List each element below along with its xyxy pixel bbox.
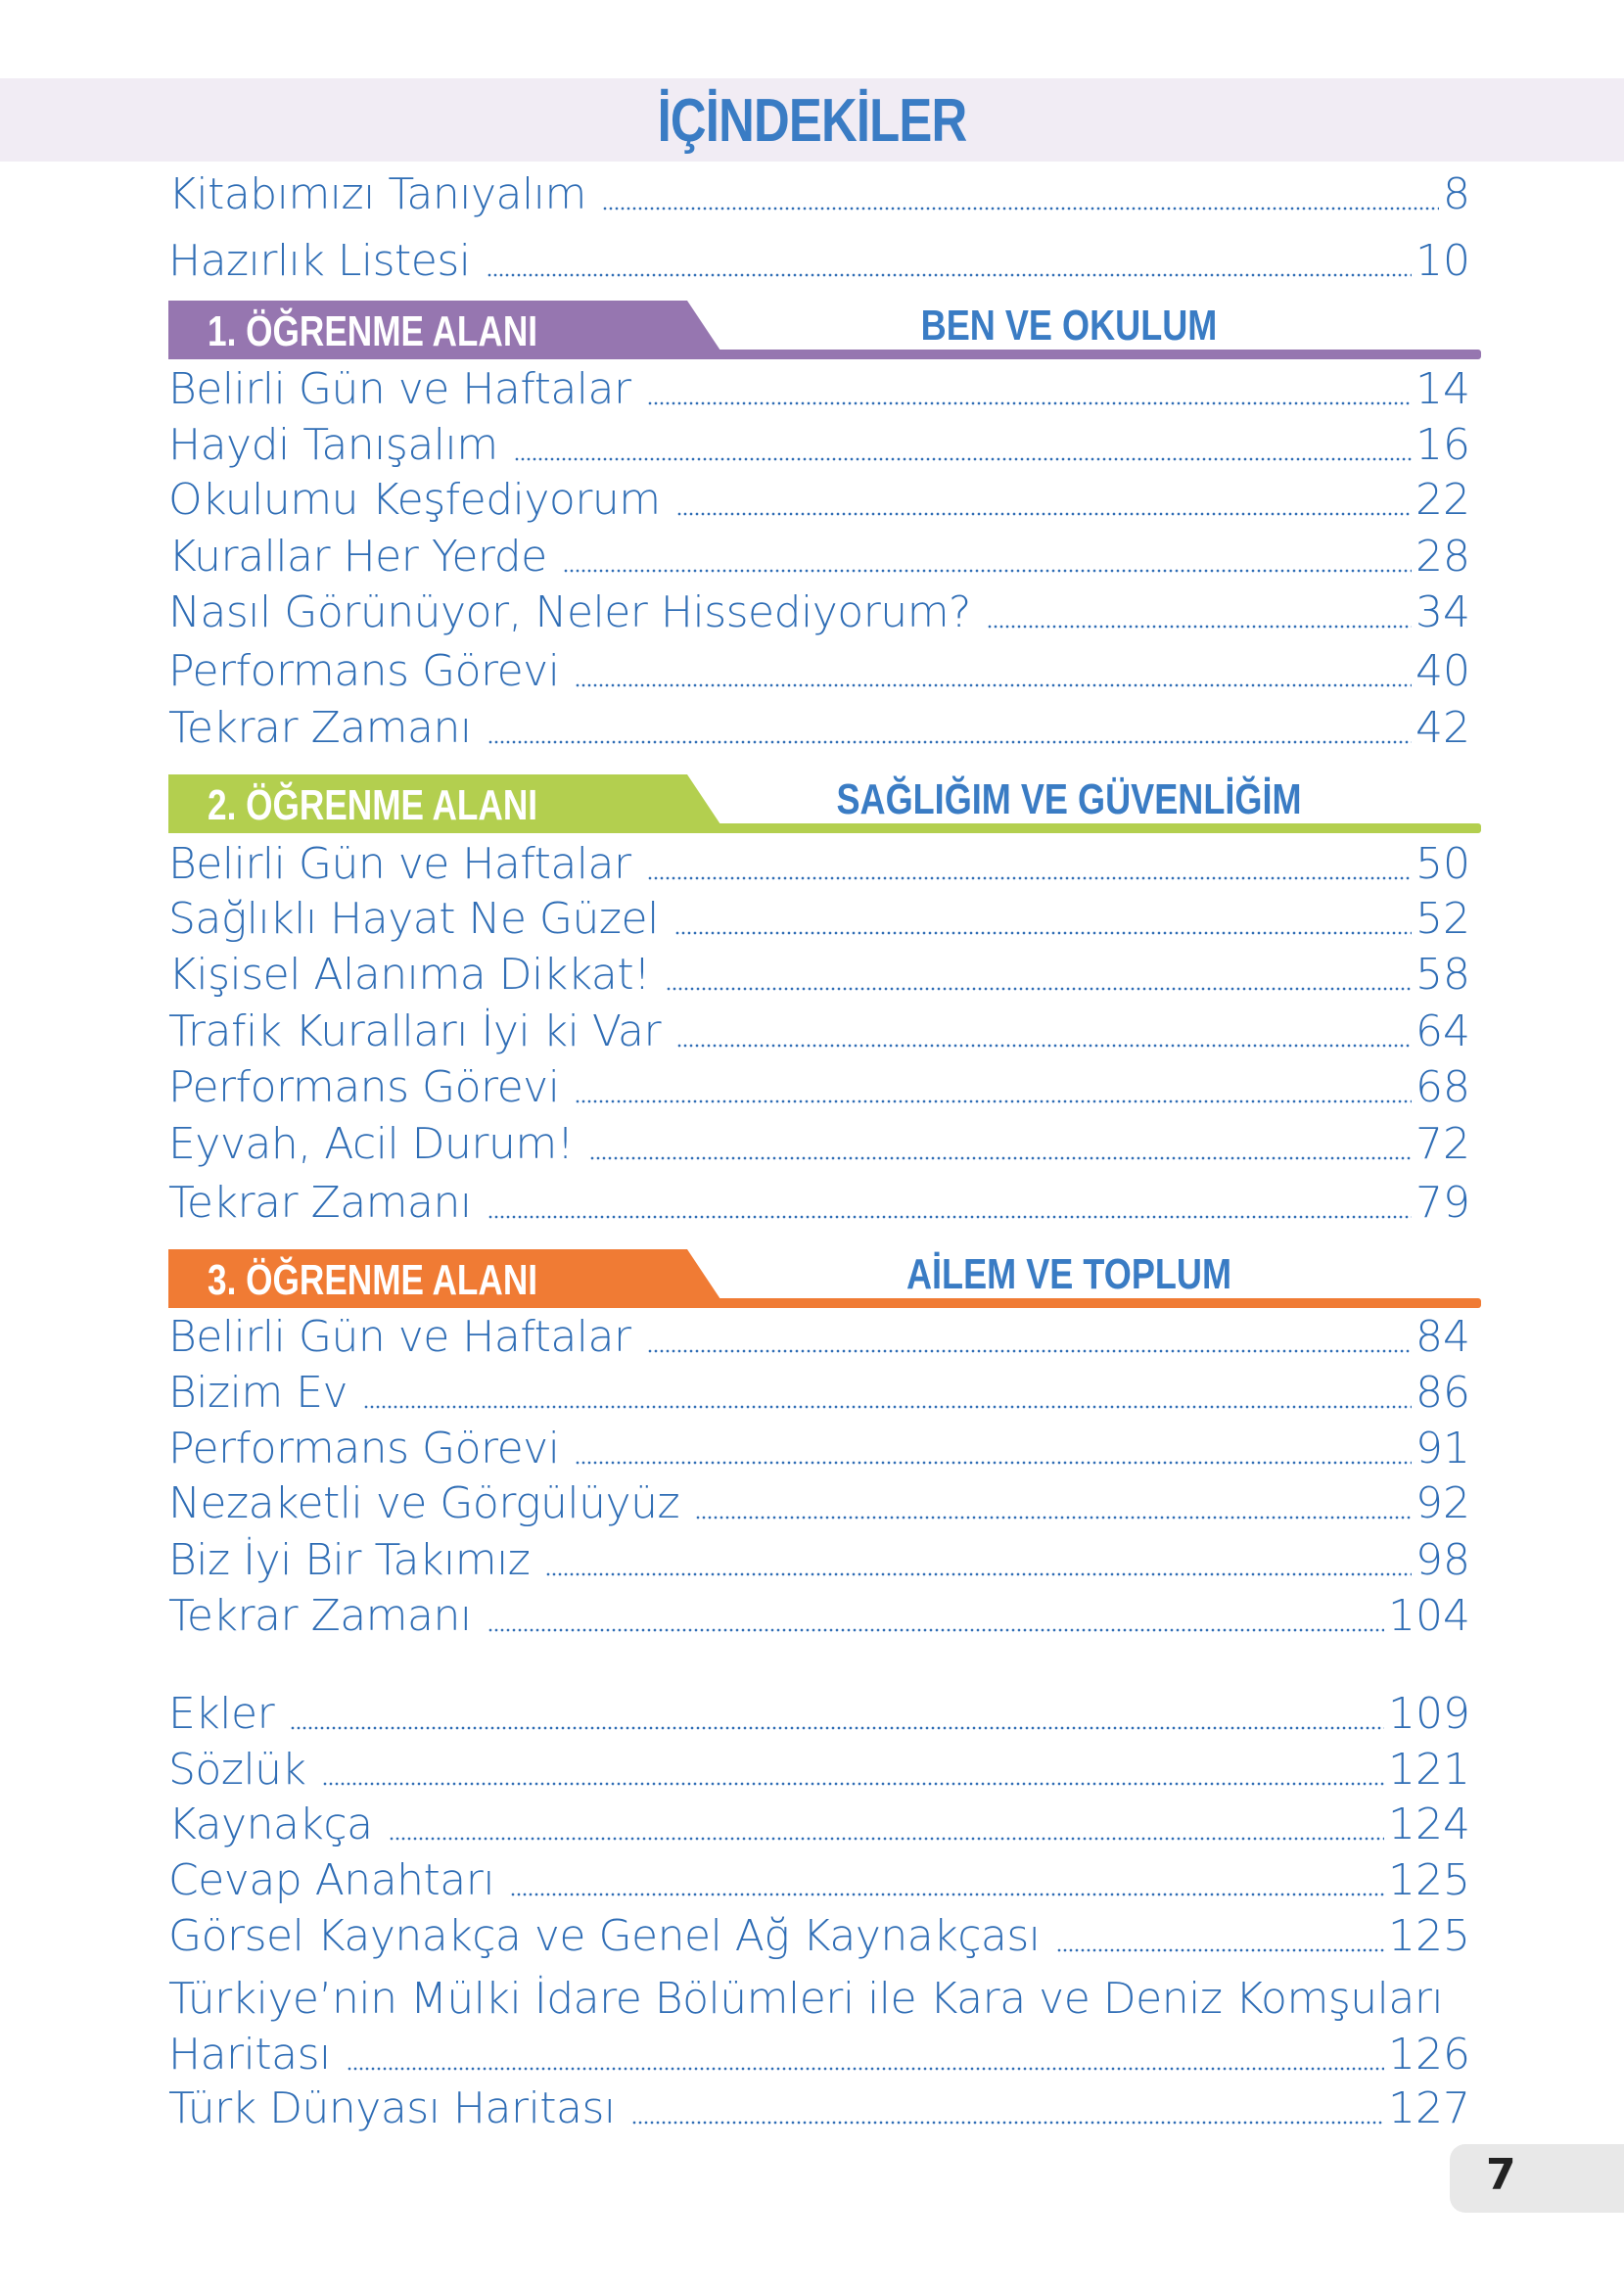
page-number: 7 [1486,2150,1516,2200]
dot-leader [322,1782,1384,1786]
toc-entry[interactable] [168,232,1470,287]
toc-entry-page: 79 [1415,1178,1470,1228]
toc-entry-title: Haydi Tanışalım [168,420,498,470]
dot-leader [1056,1948,1385,1952]
dot-leader [676,512,1412,516]
toc-entry-title: Kişisel Alanıma Dikkat! [168,950,651,1000]
dot-leader [487,740,1412,744]
toc-entry-page: 91 [1415,1424,1470,1473]
toc-entry-title: Nezaketli ve Görgülüyüz [168,1478,680,1528]
toc-entry-page: 92 [1415,1478,1470,1528]
section-subtitle: SAĞLIĞIM VE GÜVENLİĞİM [836,775,1302,823]
dot-leader [676,1044,1412,1048]
toc-entry[interactable] [168,642,1470,697]
dot-leader [545,1572,1412,1576]
toc-entry-title: Performans Görevi [168,646,560,696]
toc-entry[interactable] [168,1796,1470,1850]
toc-entry-page: 127 [1388,2083,1470,2133]
toc-entry-page: 104 [1388,1591,1470,1641]
toc-entry-page: 125 [1388,1911,1470,1961]
toc-entry-title: Eyvah, Acil Durum! [168,1119,574,1169]
toc-entry-page: 42 [1415,703,1470,753]
section-label: 2. ÖĞRENME ALANI [208,781,538,829]
dot-leader [347,2067,1384,2071]
toc-entry-page: 16 [1415,420,1470,470]
toc-entry-title: Cevap Anahtarı [168,1855,495,1905]
toc-entry[interactable] [168,2026,1470,2081]
toc-entry[interactable] [168,1058,1470,1113]
toc-entry[interactable] [168,1685,1470,1740]
toc-entry-page: 121 [1388,1745,1470,1795]
section-label: 1. ÖĞRENME ALANI [208,307,538,355]
toc-entry[interactable] [168,584,1470,638]
toc-entry-page: 50 [1415,839,1470,889]
toc-entry-title: Okulumu Keşfediyorum [168,475,661,525]
learning-area-header [168,774,1481,833]
toc-entry[interactable] [168,1420,1470,1474]
dot-leader [290,1726,1384,1730]
dot-leader [487,1628,1384,1632]
toc-entry-page: 98 [1415,1535,1470,1585]
toc-entry-title: Türk Dünyası Haritası [168,2083,616,2133]
toc-entry[interactable] [168,2080,1470,2134]
dot-leader [647,401,1412,405]
toc-entry-title: Belirli Gün ve Haftalar [168,364,631,414]
toc-entry-title: Görsel Kaynakça ve Genel Ağ Kaynakçası [168,1911,1041,1961]
toc-entry-title: Nasıl Görünüyor, Neler Hissediyorum? [168,587,971,637]
toc-entry-title: Belirli Gün ve Haftalar [168,1312,631,1362]
toc-entry[interactable] [168,946,1470,1001]
toc-entry-title: Kitabımızı Tanıyalım [168,169,586,219]
toc-entry-page: 124 [1388,1800,1470,1849]
toc-entry-page: 10 [1415,236,1470,286]
toc-entry-page: 28 [1415,532,1470,582]
toc-entry-title: Kurallar Her Yerde [168,532,547,582]
learning-area-header [168,1249,1481,1308]
toc-entry-page: 68 [1415,1062,1470,1112]
toc-entry[interactable] [168,1003,1470,1057]
toc-entry[interactable] [168,699,1470,754]
section-label: 3. ÖĞRENME ALANI [208,1256,538,1304]
toc-entry-page: 125 [1388,1855,1470,1905]
toc-entry-page: 14 [1415,364,1470,414]
toc-entry[interactable] [168,890,1470,945]
toc-entry[interactable] [168,1741,1470,1796]
toc-entry-page: 34 [1415,587,1470,637]
dot-leader [647,876,1412,880]
toc-entry-page: 52 [1415,894,1470,944]
dot-leader [602,207,1439,210]
toc-entry-title: Performans Görevi [168,1062,560,1112]
toc-entry[interactable] [168,1587,1470,1642]
toc-entry[interactable] [168,1970,1470,2025]
dot-leader [487,273,1412,277]
toc-entry[interactable] [168,1474,1470,1529]
dot-leader [647,1349,1412,1353]
toc-entry-page: 64 [1415,1006,1470,1056]
toc-entry-page: 72 [1415,1119,1470,1169]
toc-entry-page: 58 [1415,950,1470,1000]
toc-entry-title: Tekrar Zamanı [168,1178,472,1228]
toc-entry-title: Tekrar Zamanı [168,703,472,753]
toc-entry[interactable] [168,1364,1470,1419]
dot-leader [589,1156,1412,1160]
toc-entry-title: Bizim Ev [168,1368,348,1418]
dot-leader [666,987,1412,991]
toc-entry-title: Performans Görevi [168,1424,560,1473]
toc-entry[interactable] [168,471,1470,526]
dot-leader [389,1837,1384,1841]
dot-leader [514,457,1412,461]
dot-leader [987,625,1412,629]
toc-entry-title: Sağlıklı Hayat Ne Güzel [168,894,659,944]
toc-entry[interactable] [168,1907,1470,1962]
dot-leader [575,683,1412,687]
toc-entry[interactable] [168,835,1470,890]
toc-entry[interactable] [168,1308,1470,1363]
toc-entry-page: 84 [1415,1312,1470,1362]
page-number-box [1450,2144,1624,2213]
toc-entry-title: Biz İyi Bir Takımız [168,1535,531,1585]
toc-entry-title: Trafik Kuralları İyi ki Var [168,1006,662,1056]
learning-area-header [168,301,1481,359]
toc-entry[interactable] [168,416,1470,471]
toc-entry-page: 86 [1415,1368,1470,1418]
toc-entry-page: 126 [1388,2030,1470,2080]
toc-entry[interactable] [168,360,1470,415]
toc-entry-title: Hazırlık Listesi [168,236,471,286]
toc-entry[interactable] [168,1531,1470,1586]
dot-leader [487,1215,1412,1219]
toc-entry[interactable] [168,1115,1470,1170]
toc-entry-title: Ekler [168,1689,275,1739]
toc-entry-title: Tekrar Zamanı [168,1591,472,1641]
dot-leader [695,1516,1412,1520]
toc-entry-title: Türkiye’nin Mülki İdare Bölümleri ile Kara ve Deniz Komşuları [168,1974,1444,2024]
toc-entry[interactable] [168,1851,1470,1906]
dot-leader [575,1099,1412,1103]
page-title: İÇİNDEKİLER [657,87,967,155]
toc-entry-title: Haritası [168,2030,331,2080]
dot-leader [631,2121,1384,2125]
section-subtitle: BEN VE OKULUM [920,302,1218,350]
toc-entry-page: 22 [1415,475,1470,525]
toc-entry-page: 109 [1388,1689,1470,1739]
toc-entry[interactable] [168,1174,1470,1229]
toc-entry-page: 8 [1443,169,1470,219]
toc-entry-title: Belirli Gün ve Haftalar [168,839,631,889]
toc-entry[interactable] [168,165,1470,220]
toc-entry-title: Kaynakça [168,1800,373,1849]
toc-entry-title: Sözlük [168,1745,306,1795]
dot-leader [363,1405,1412,1409]
dot-leader [510,1893,1384,1896]
section-subtitle: AİLEM VE TOPLUM [905,1250,1232,1298]
dot-leader [674,931,1412,935]
dot-leader [563,569,1412,573]
toc-entry[interactable] [168,528,1470,583]
dot-leader [575,1461,1412,1465]
toc-entry-page: 40 [1415,646,1470,696]
